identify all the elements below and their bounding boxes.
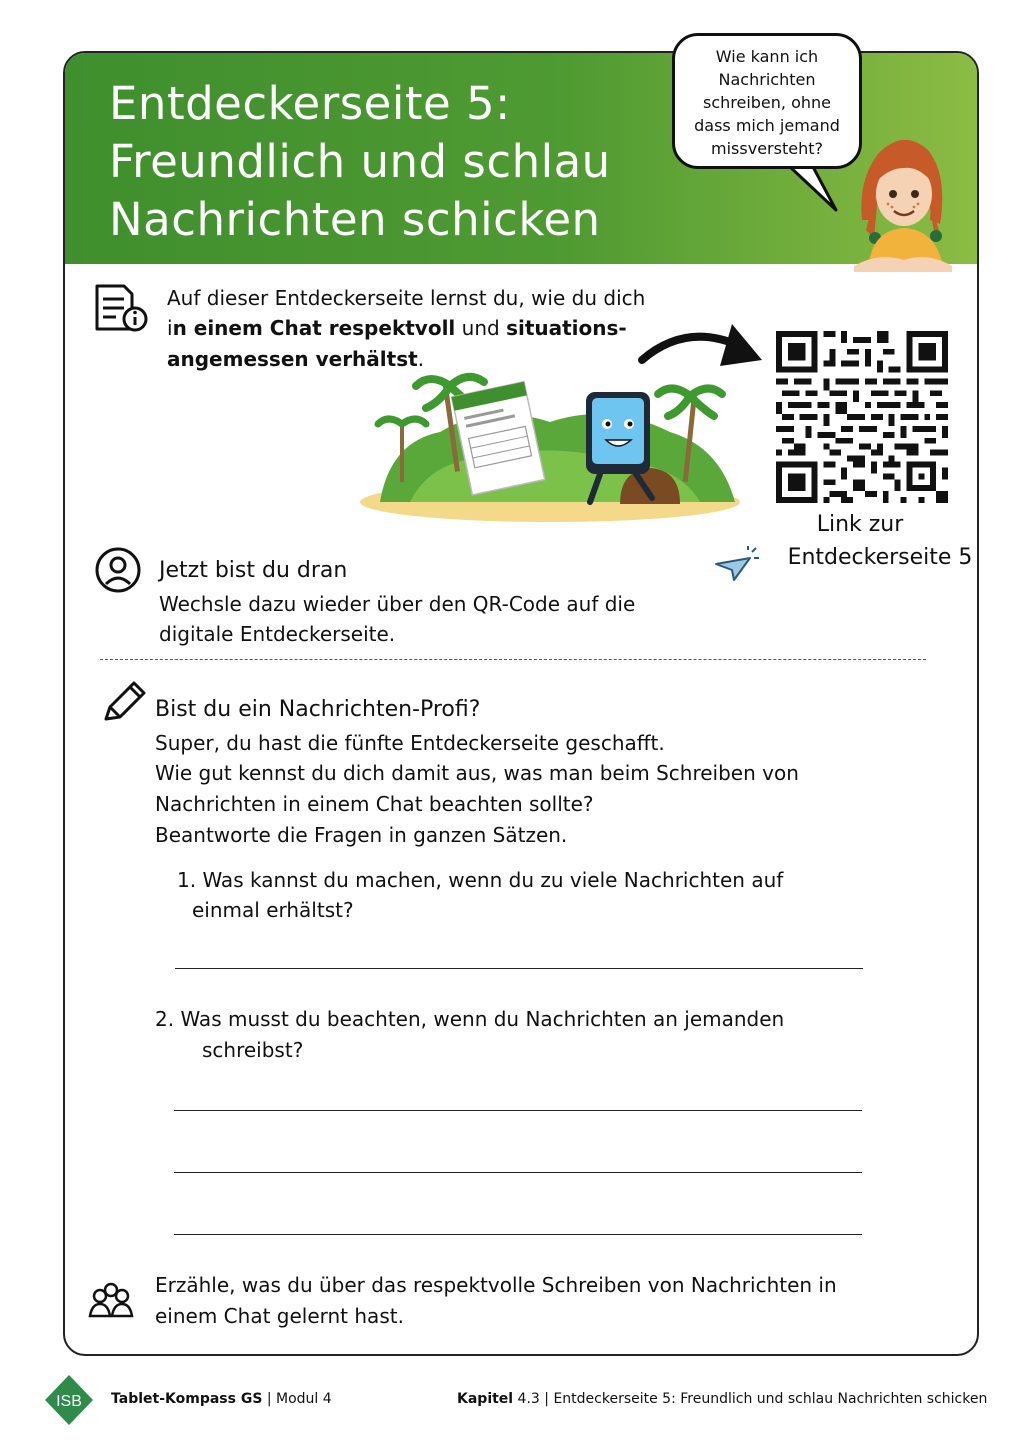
click-cursor-icon xyxy=(714,546,760,582)
group-people-icon xyxy=(88,1282,134,1320)
isb-logo xyxy=(44,1374,94,1426)
discussion-line-1: Erzähle, was du über das respektvolle Schreiben von Nachrichten in xyxy=(155,1273,837,1297)
question-1-line-2: einmal erhältst? xyxy=(192,898,354,922)
task-line-3: Nachrichten in einem Chat beachten sollte? xyxy=(155,792,594,816)
girl-character-illustration xyxy=(848,120,958,272)
question-1-line-1: 1. Was kannst du machen, wenn du zu viele Nachrichten auf xyxy=(177,868,784,892)
discussion-line-2: einem Chat gelernt hast. xyxy=(155,1304,404,1328)
island-tablet-illustration xyxy=(350,362,750,524)
now-you-line-1: Wechsle dazu wieder über den QR-Code auf die xyxy=(159,592,636,616)
speech-bubble: Wie kann ich Nachrichten schreiben, ohne dass mich jemand missversteht? xyxy=(672,33,862,169)
now-you-line-2: digitale Entdeckerseite. xyxy=(159,622,396,646)
qr-link-label[interactable]: Link zur Entdeckerseite 5 xyxy=(787,512,973,570)
task-line-2: Wie gut kennst du dich damit aus, was man beim Schreiben von xyxy=(155,761,799,785)
answer-line-1[interactable] xyxy=(175,968,863,969)
pencil-icon xyxy=(102,681,146,723)
intro-line-3: angemessen verhältst. xyxy=(167,347,425,371)
section-divider xyxy=(100,659,926,660)
intro-line-2: in einem Chat respektvoll und situations- xyxy=(167,316,627,340)
answer-line-4[interactable] xyxy=(174,1234,862,1235)
task-line-4: Beantworte die Fragen in ganzen Sätzen. xyxy=(155,823,568,847)
document-info-icon xyxy=(94,283,150,333)
intro-line-1: Auf dieser Entdeckerseite lernst du, wie du dich xyxy=(167,286,646,310)
footer-left: Tablet-Kompass GS | Modul 4 xyxy=(111,1391,332,1407)
answer-line-3[interactable] xyxy=(174,1172,862,1173)
answer-line-2[interactable] xyxy=(174,1110,862,1111)
footer-right: Kapitel 4.3 | Entdeckerseite 5: Freundlich und schlau Nachrichten schicken xyxy=(457,1391,988,1407)
question-2-line-2: schreibst? xyxy=(202,1038,304,1062)
now-you-heading: Jetzt bist du dran xyxy=(159,558,348,583)
page-title: Entdeckerseite 5: Freundlich und schlau Nachrichten schicken xyxy=(109,77,611,246)
task-line-1: Super, du hast die fünfte Entdeckerseite geschafft. xyxy=(155,731,665,755)
qr-code[interactable] xyxy=(776,331,948,503)
user-icon xyxy=(94,546,142,594)
task-heading: Bist du ein Nachrichten-Profi? xyxy=(155,697,481,722)
question-2-line-1: 2. Was musst du beachten, wenn du Nachrichten an jemanden xyxy=(155,1007,785,1031)
svg-text:ISB: ISB xyxy=(56,1393,82,1410)
